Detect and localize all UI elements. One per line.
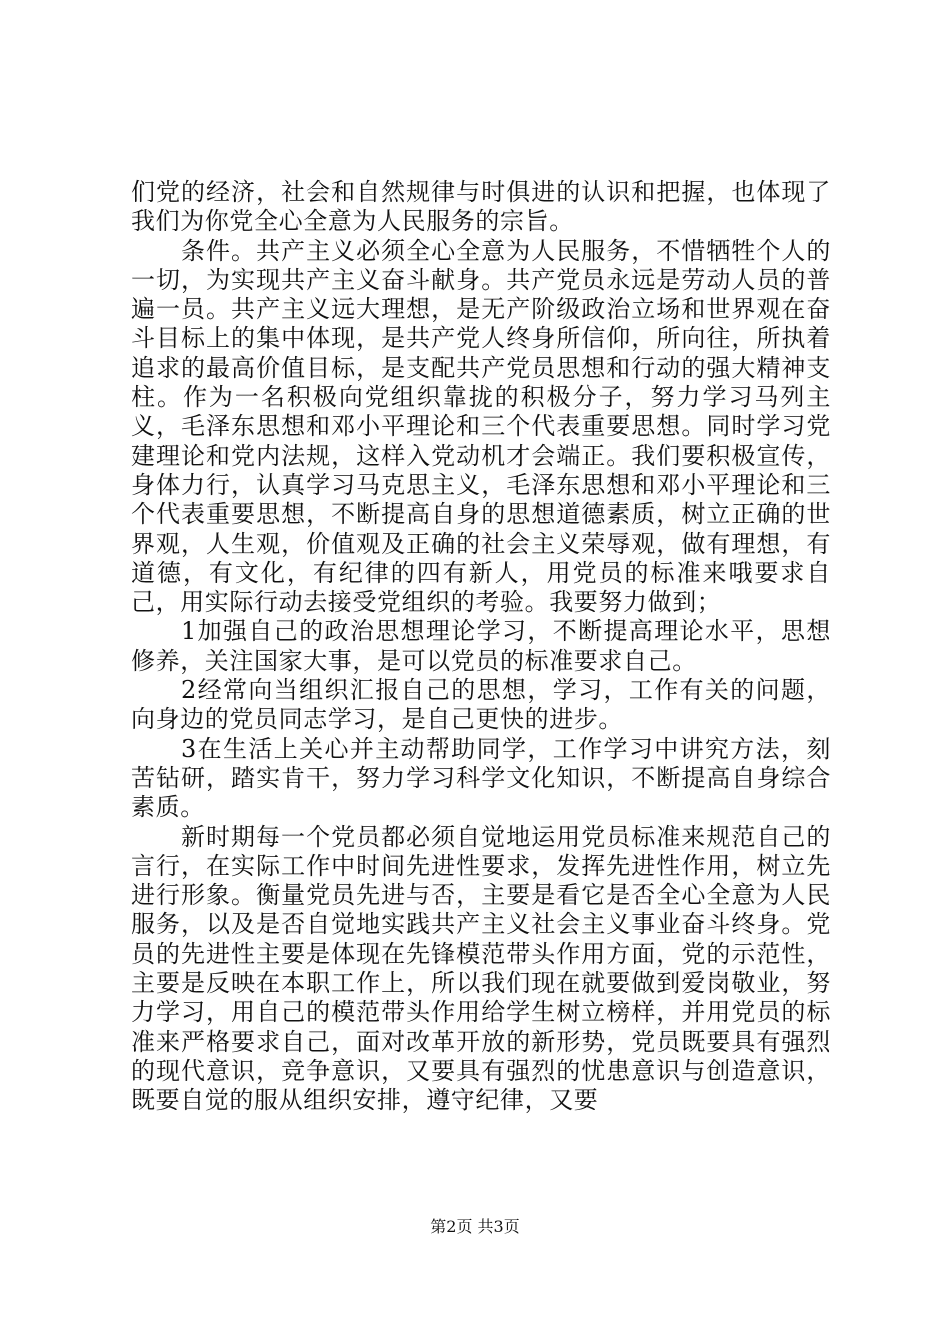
paragraph-new-era: 新时期每一个党员都必须自觉地运用党员标准来规范自己的言行，在实际工作中时间先进性要求，发挥先进性作用，树立先进行形象。衡量党员先进与否，主要是看它是否全心全意为人民服务，以及是否自觉地实践共产主义社会主义事业奋斗终身。党员的先进性主要是体现在先锋模范带头作用方面，党的示范性，主要是反映在本职工作上，所以我们现在就要做到爱岗敬业，努力学习，用自己的模范带头作用给学生树立榜样，并用党员的标准来严格要求自己，面对改革开放的新形势，党员既要具有强烈的现代意识，竞争意识，又要具有强烈的忧患意识与创造意识，既要自觉的服从组织安排，遵守纪律，又要 <box>131 822 831 1115</box>
paragraph-item-2: 2经常向当组织汇报自己的思想，学习，工作有关的问题，向身边的党员同志学习，是自己更快的进步。 <box>131 676 831 734</box>
paragraph-continuation: 们党的经济，社会和自然规律与时俱进的认识和把握，也体现了我们为你党全心全意为人民服务的宗旨。 <box>131 178 831 236</box>
page-number-footer: 第2页 共3页 <box>430 1217 520 1236</box>
document-body <box>131 178 831 1116</box>
paragraph-conditions: 条件。共产主义必须全心全意为人民服务，不惜牺牲个人的一切，为实现共产主义奋斗献身。共产党员永远是劳动人员的普遍一员。共产主义远大理想，是无产阶级政治立场和世界观在奋斗目标上的集中体现，是共产党人终身所信仰，所向往，所执着追求的最高价值目标，是支配共产党员思想和行动的强大精神支柱。作为一名积极向党组织靠拢的积极分子，努力学习马列主义，毛泽东思想和邓小平理论和三个代表重要思想。同时学习党建理论和党内法规，这样入党动机才会端正。我们要积极宣传，身体力行，认真学习马克思主义，毛泽东思想和邓小平理论和三个代表重要思想，不断提高自身的思想道德素质，树立正确的世界观，人生观，价值观及正确的社会主义荣辱观，做有理想，有道德，有文化，有纪律的四有新人，用党员的标准来哦要求自己，用实际行动去接受党组织的考验。我要努力做到； <box>131 236 831 617</box>
paragraph-item-1: 1加强自己的政治思想理论学习，不断提高理论水平，思想修养，关注国家大事，是可以党员的标准要求自己。 <box>131 617 831 675</box>
paragraph-item-3: 3在生活上关心并主动帮助同学，工作学习中讲究方法，刻苦钻研，踏实肯干，努力学习科学文化知识，不断提高自身综合素质。 <box>131 734 831 822</box>
